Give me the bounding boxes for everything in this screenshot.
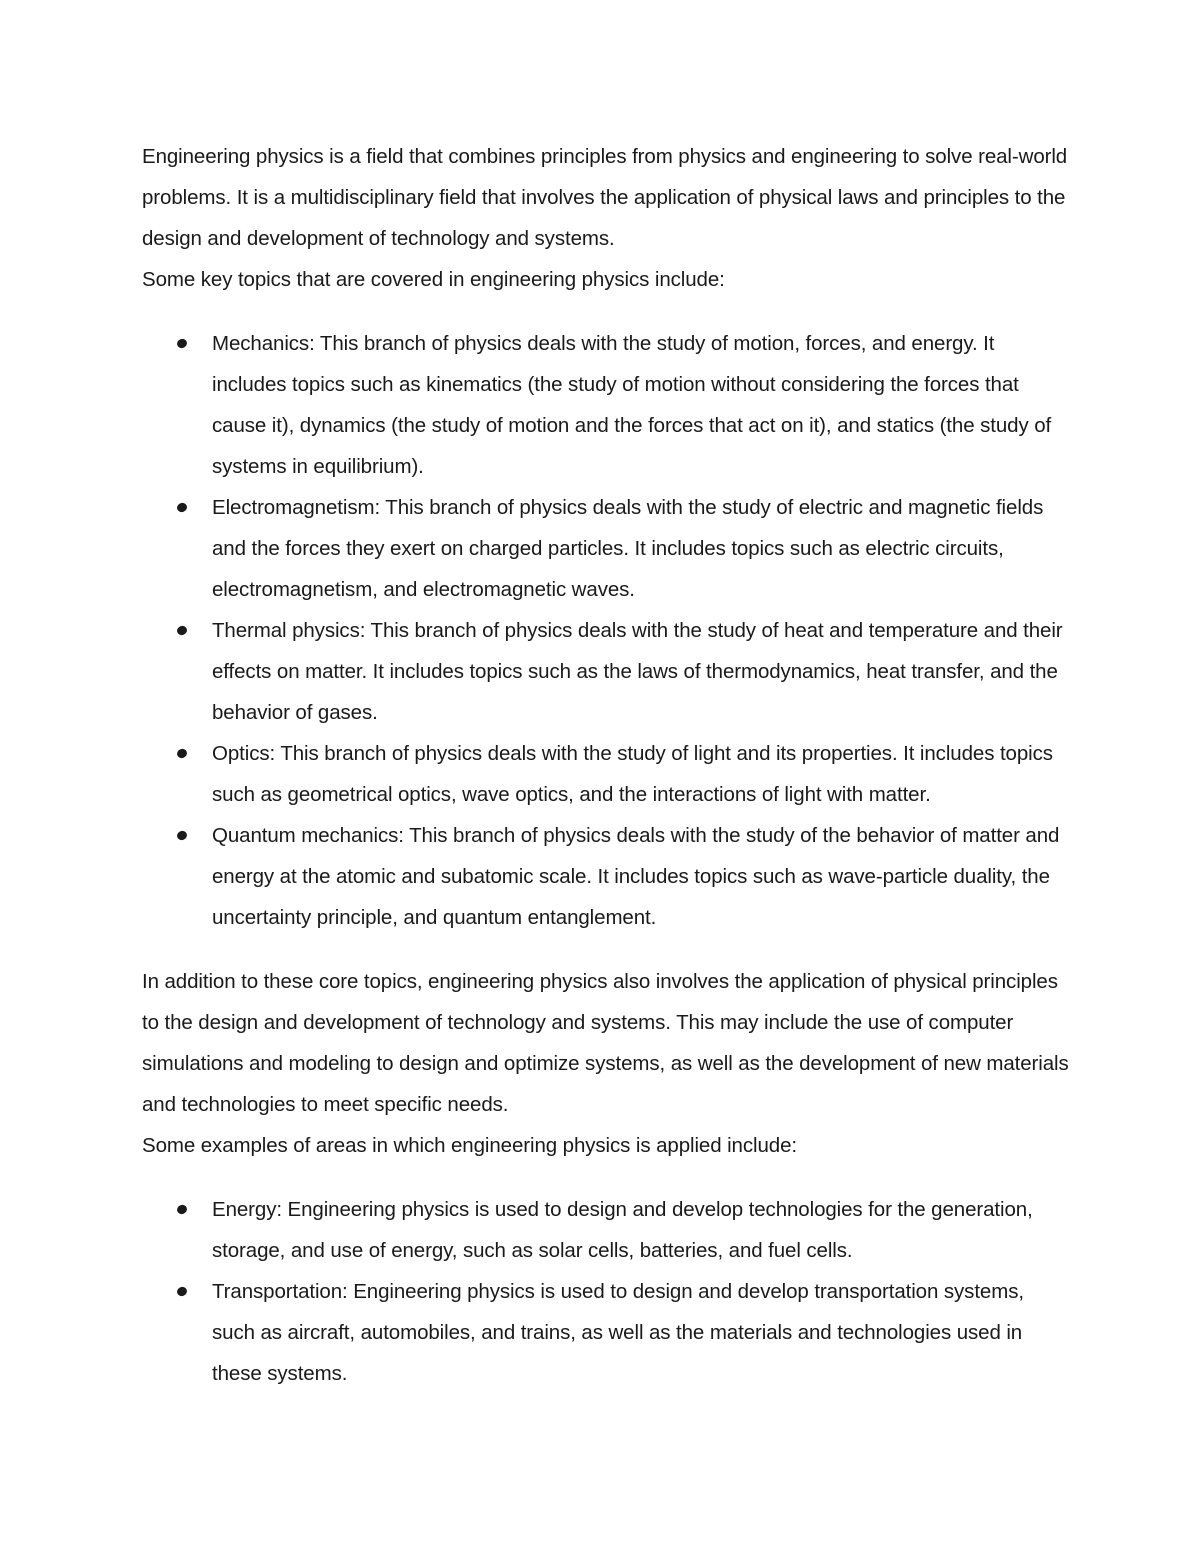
- list-item-text: Electromagnetism: This branch of physics deals with the study of electric and magnetic fields and the forces they exert on charged particles. It includes topics such as electric circuits, electromagnetism, and electromagnetic waves.: [212, 496, 1044, 601]
- list-item-mechanics: [142, 323, 1072, 487]
- examples-list: [142, 1189, 1072, 1394]
- spacer: [142, 1166, 1072, 1189]
- list-item-text: Energy: Engineering physics is used to design and develop technologies for the generation, storage, and use of energy, such as solar cells, batteries, and fuel cells.: [212, 1198, 1033, 1262]
- document-page: [142, 136, 1072, 1394]
- bullet-icon: [176, 830, 188, 842]
- spacer: [142, 300, 1072, 323]
- list-item-quantum-mechanics: [142, 815, 1072, 938]
- list-item-text: Mechanics: This branch of physics deals with the study of motion, forces, and energy. It includes topics such as kinematics (the study of motion without considering the forces that cause it), dynamics (the study of motion and the forces that act on it), and statics (the study of systems in equilibrium).: [212, 332, 1052, 478]
- bullet-icon: [176, 748, 188, 760]
- bullet-icon: [176, 1204, 188, 1216]
- list-item-transportation: [142, 1271, 1072, 1394]
- bullet-icon: [176, 1286, 188, 1298]
- topics-list: [142, 323, 1072, 938]
- bullet-icon: [176, 338, 188, 350]
- topics-lead-sentence: Some key topics that are covered in engineering physics include:: [142, 268, 725, 291]
- examples-lead-sentence: Some examples of areas in which engineering physics is applied include:: [142, 1134, 797, 1157]
- list-item-electromagnetism: [142, 487, 1072, 610]
- spacer: [142, 938, 1072, 961]
- list-item-text: Transportation: Engineering physics is used to design and develop transportation systems, such as aircraft, automobiles, and trains, as well as the materials and technologies used in these systems.: [212, 1280, 1024, 1385]
- addition-paragraph: In addition to these core topics, engineering physics also involves the application of physical principles to the design and development of technology and systems. This may include the use of computer simulations and modeling to design and optimize systems, as well as the development of new materials and technologies to meet specific needs.: [142, 970, 1069, 1116]
- bullet-icon: [176, 502, 188, 514]
- list-item-text: Quantum mechanics: This branch of physics deals with the study of the behavior of matter and energy at the atomic and subatomic scale. It includes topics such as wave-particle duality, the uncertainty principle, and quantum entanglement.: [212, 824, 1060, 929]
- list-item-optics: [142, 733, 1072, 815]
- list-item-thermal-physics: [142, 610, 1072, 733]
- list-item-text: Optics: This branch of physics deals with the study of light and its properties. It includes topics such as geometrical optics, wave optics, and the interactions of light with matter.: [212, 742, 1053, 806]
- bullet-icon: [176, 625, 188, 637]
- list-item-text: Thermal physics: This branch of physics deals with the study of heat and temperature and their effects on matter. It includes topics such as the laws of thermodynamics, heat transfer, and the behavior of gases.: [212, 619, 1063, 724]
- intro-paragraph: Engineering physics is a field that combines principles from physics and engineering to solve real-world problems. It is a multidisciplinary field that involves the application of physical laws and principles to the design and development of technology and systems.: [142, 145, 1068, 250]
- list-item-energy: [142, 1189, 1072, 1271]
